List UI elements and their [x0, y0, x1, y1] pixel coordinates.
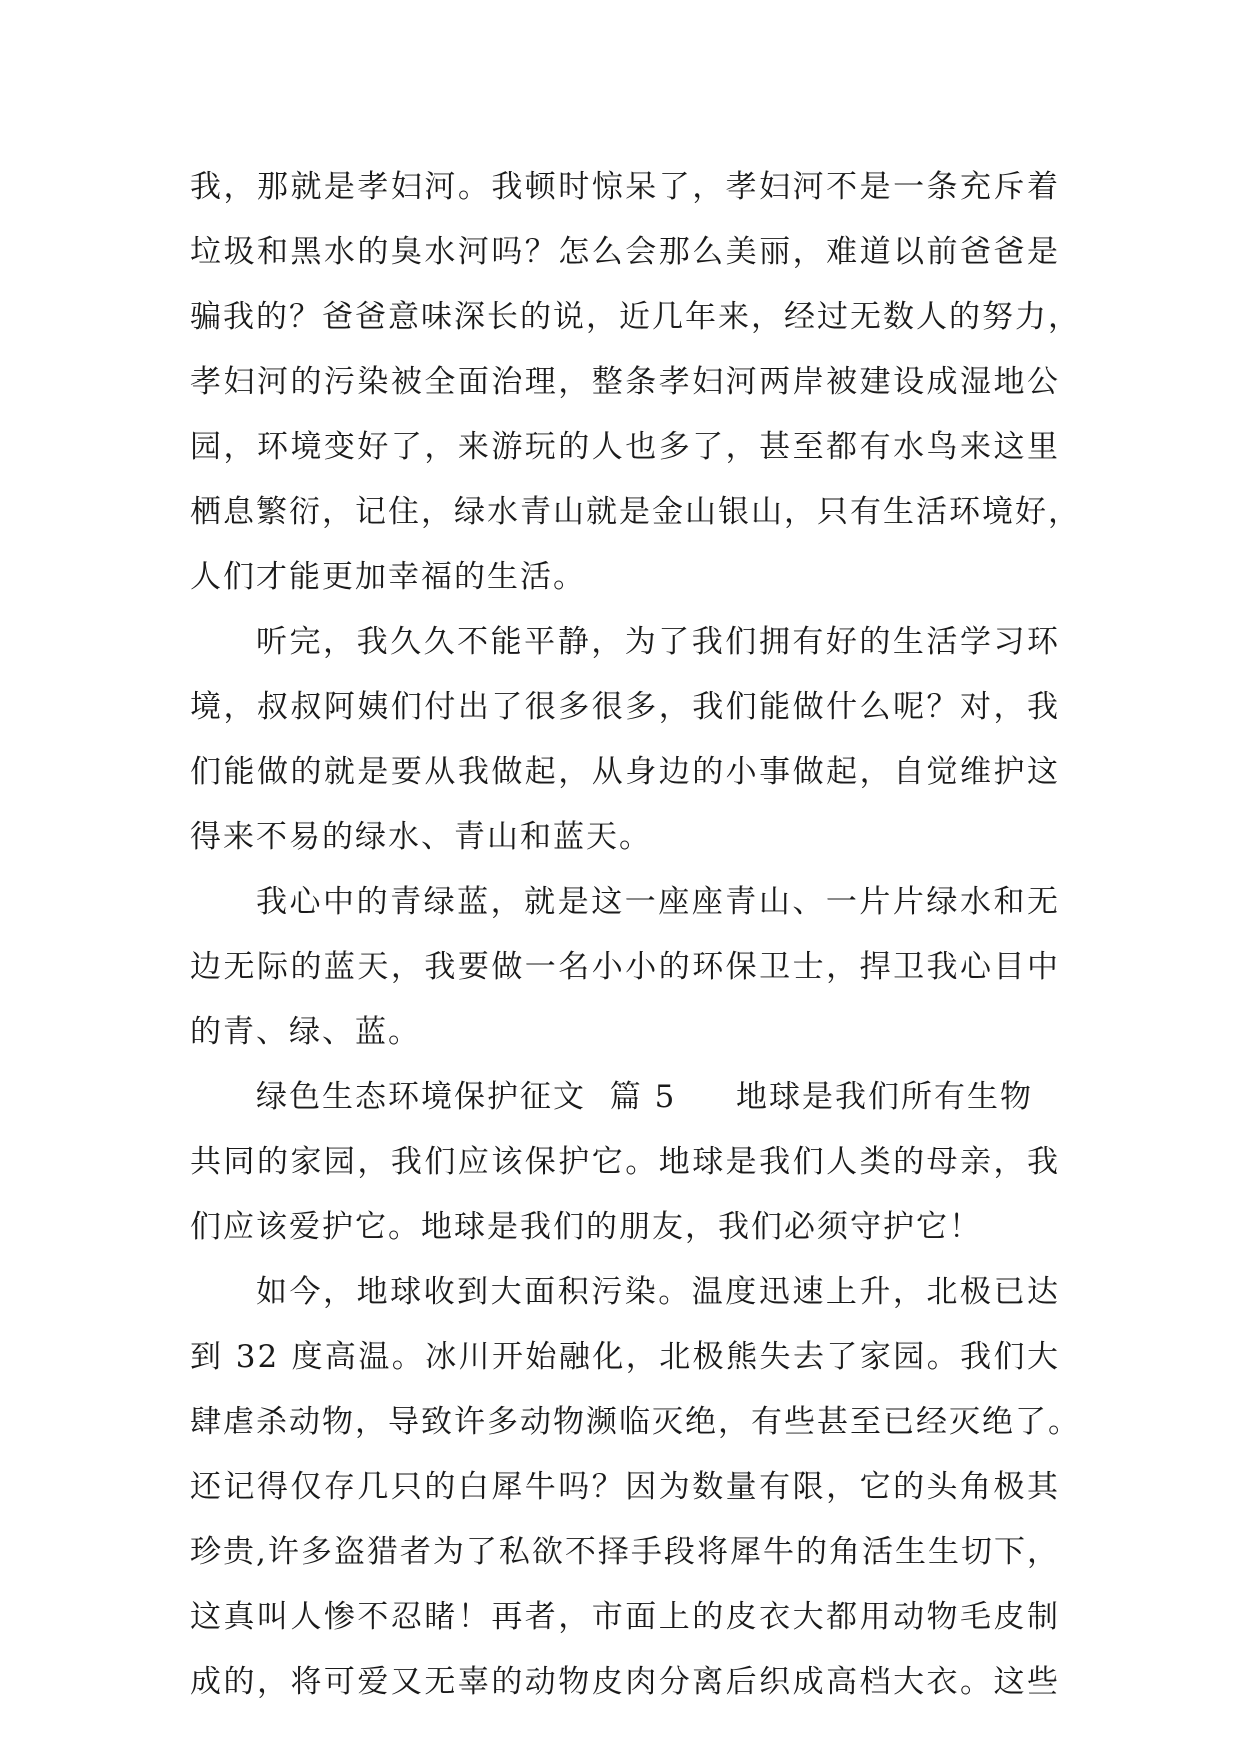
- text-line: 境，叔叔阿姨们付出了很多很多，我们能做什么呢？对，我: [190, 689, 1060, 725]
- text-line: 孝妇河的污染被全面治理，整条孝妇河两岸被建设成湿地公: [190, 364, 1060, 400]
- body-text: [190, 155, 1081, 1715]
- text-line: 栖息繁衍，记住，绿水青山就是金山银山，只有生活环境好，: [190, 494, 1081, 530]
- paragraph-start-line: 如今，地球收到大面积污染。温度迅速上升，北极已达: [256, 1274, 1060, 1310]
- text-line: 垃圾和黑水的臭水河吗？怎么会那么美丽，难道以前爸爸是: [190, 234, 1060, 270]
- text-line: 们能做的就是要从我做起，从身边的小事做起，自觉维护这: [190, 754, 1060, 790]
- section-heading-line: [190, 1065, 1060, 1130]
- text-line: 成的，将可爱又无辜的动物皮肉分离后织成高档大衣。这些: [190, 1664, 1060, 1700]
- text-line: 园，环境变好了，来游玩的人也多了，甚至都有水鸟来这里: [190, 429, 1060, 465]
- text-line: 人们才能更加幸福的生活。: [190, 559, 586, 595]
- text-line: 得来不易的绿水、青山和蓝天。: [190, 819, 652, 855]
- text-line: 共同的家园，我们应该保护它。地球是我们人类的母亲，我: [190, 1144, 1060, 1180]
- text-line: 边无际的蓝天，我要做一名小小的环保卫士，捍卫我心目中: [190, 949, 1060, 985]
- text-line: 的青、绿、蓝。: [190, 1014, 421, 1050]
- text-line: 这真叫人惨不忍睹！再者，市面上的皮衣大都用动物毛皮制: [190, 1599, 1060, 1635]
- text-line: 珍贵,许多盗猎者为了私欲不择手段将犀牛的角活生生切下，: [190, 1534, 1060, 1570]
- section-heading-part: 篇 5: [609, 1079, 677, 1115]
- paragraph-start-line: 听完，我久久不能平静，为了我们拥有好的生活学习环: [256, 624, 1060, 660]
- text-line: 们应该爱护它。地球是我们的朋友，我们必须守护它！: [190, 1209, 982, 1245]
- section-heading-title: 绿色生态环境保护征文: [256, 1079, 586, 1115]
- paragraph-start-line: 我心中的青绿蓝，就是这一座座青山、一片片绿水和无: [256, 884, 1060, 920]
- text-line: 到 32 度高温。冰川开始融化，北极熊失去了家园。我们大: [190, 1339, 1060, 1375]
- text-line: 还记得仅存几只的白犀牛吗？因为数量有限，它的头角极其: [190, 1469, 1060, 1505]
- text-line: 骗我的？爸爸意味深长的说，近几年来，经过无数人的努力，: [190, 299, 1081, 335]
- text-line: 我，那就是孝妇河。我顿时惊呆了，孝妇河不是一条充斥着: [190, 169, 1060, 205]
- text-line: 地球是我们所有生物: [736, 1079, 1034, 1115]
- text-line: 肆虐杀动物，导致许多动物濒临灭绝，有些甚至已经灭绝了。: [190, 1404, 1081, 1440]
